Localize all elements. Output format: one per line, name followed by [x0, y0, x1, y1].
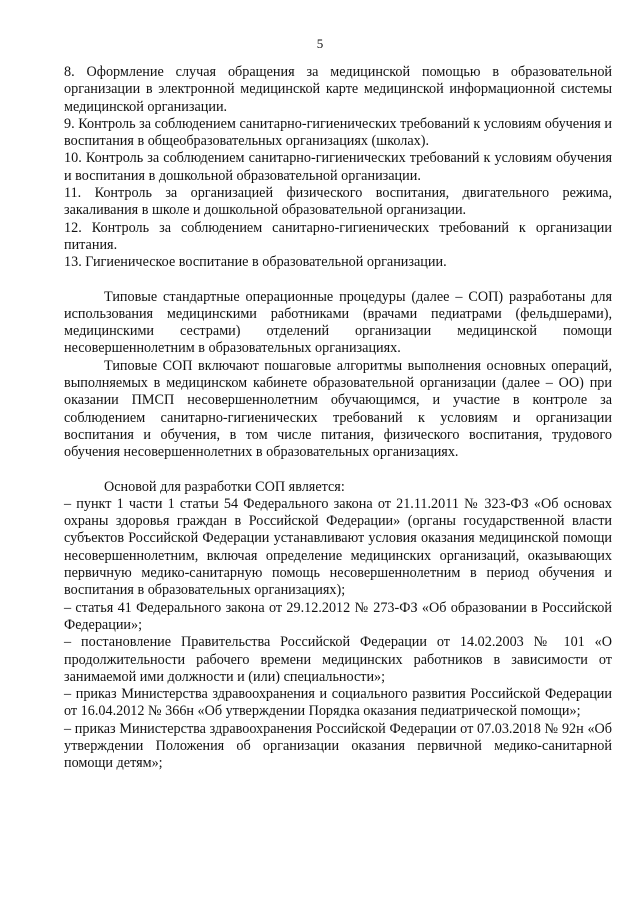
basis-list	[64, 496, 612, 773]
spacer	[64, 462, 612, 479]
paragraph-sop-content: Типовые СОП включают пошаговые алгоритмы выполнения основных операций, выполняемых в медицинском кабинете образовательной организации (далее – ОО) при оказании ПМСП несовершеннолетним обучающимся, и участие в контроле за соблюдением санитарно-гигиенических требований к условиям и организации воспитания и обучения, в том числе питания, физического воспитания, трудового обучения несовершеннолетних в образовательных организациях.	[64, 357, 612, 461]
list-item: 13. Гигиеническое воспитание в образовательной организации.	[64, 254, 447, 271]
list-item: 10. Контроль за соблюдением санитарно-гигиенических требований к условиям обучения и воспитания в дошкольной образовательной организации.	[64, 150, 612, 184]
list-item: 8. Оформление случая обращения за медицинской помощью в образовательной организации в электронной медицинской карте медицинской информационной системы медицинской организации.	[64, 64, 612, 115]
basis-item: – приказ Министерства здравоохранения Российской Федерации от 07.03.2018 № 92н «Об утверждении Положения об организации оказания первичной медико-санитарной помощи детям»;	[64, 720, 612, 772]
list-item: 11. Контроль за организацией физического воспитания, двигательного режима, закаливания в школе и дошкольной образовательной организации.	[64, 185, 612, 219]
basis-item: – постановление Правительства Российской Федерации от 14.02.2003 № 101 «О продолжительности рабочего времени медицинских работников в зависимости от занимаемой ими должности и (или) специальности»;	[64, 634, 612, 685]
basis-item: – пункт 1 части 1 статьи 54 Федерального закона от 21.11.2011 № 323-ФЗ «Об основах охраны здоровья граждан в Российской Федерации» (органы государственной власти субъектов Российской Федерации устанавливают условия оказания медицинской помощи несовершеннолетним, включая определение медицинских организаций, оказывающих первичную медико-санитарную помощь несовершеннолетним в период обучения и воспитания в образовательных организациях);	[64, 495, 612, 599]
paragraph-sop-purpose: Типовые стандартные операционные процедуры (далее – СОП) разработаны для использования медицинскими работниками (врачами педиатрами (фельдшерами), медицинскими сестрами) отделений организации медицинской помощи несовершеннолетним в образовательных организациях.	[64, 288, 612, 357]
basis-item: – приказ Министерства здравоохранения и социального развития Российской Федерации от 16.04.2012 № 366н «Об утверждении Порядка оказания педиатрической помощи»;	[64, 686, 612, 720]
procedure-list	[64, 64, 612, 272]
list-item: 12. Контроль за соблюдением санитарно-гигиенических требований к организации питания.	[64, 219, 612, 253]
basis-heading: Основой для разработки СОП является:	[104, 478, 345, 495]
page-number: 5	[316, 36, 324, 51]
document-body	[64, 64, 612, 773]
spacer	[64, 272, 612, 289]
basis-item: – статья 41 Федерального закона от 29.12.2012 № 273-ФЗ «Об образовании в Российской Федерации»;	[64, 599, 612, 633]
list-item: 9. Контроль за соблюдением санитарно-гигиенических требований к условиям обучения и воспитания в общеобразовательных организациях (школах).	[64, 115, 612, 150]
